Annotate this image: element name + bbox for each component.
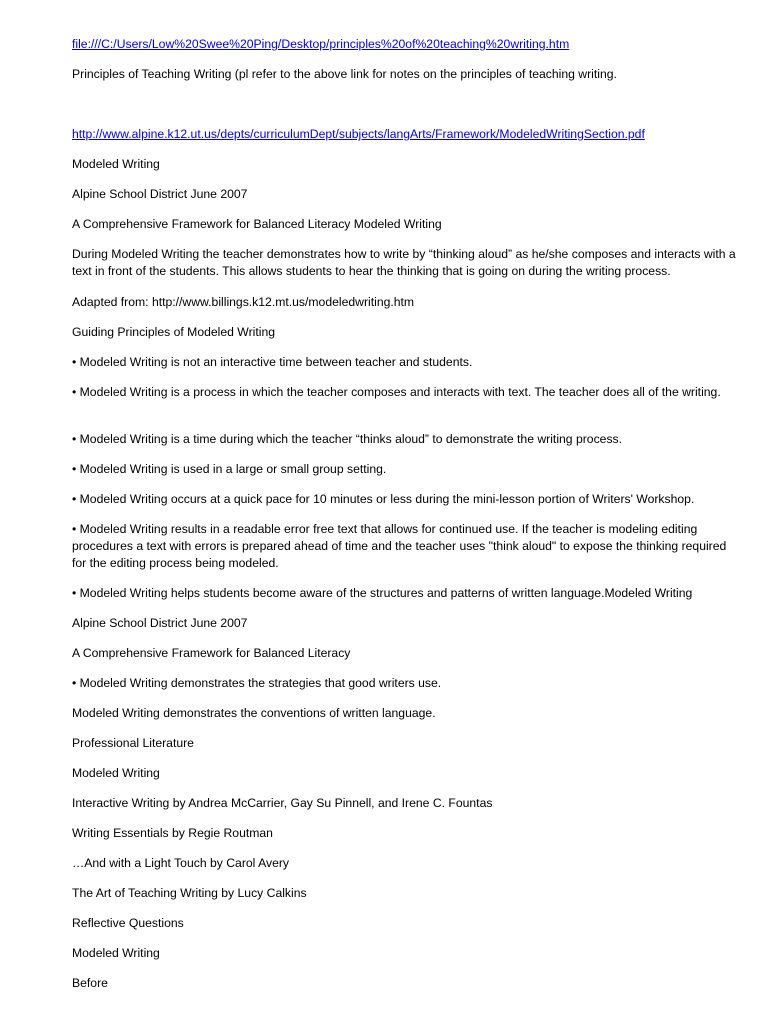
paragraph: During Modeled Writing the teacher demonstrates how to write by “thinking aloud” as he/she composes and interacts with a text in front of the students. This allows students to hear the thinking that is going on during the writing process.	[72, 247, 736, 278]
paragraph: Interactive Writing by Andrea McCarrier, Gay Su Pinnell, and Irene C. Fountas	[72, 796, 493, 810]
paragraph: Writing Essentials by Regie Routman	[72, 826, 273, 840]
paragraph: A Comprehensive Framework for Balanced Literacy Modeled Writing	[72, 217, 442, 231]
paragraph: Modeled Writing	[72, 766, 160, 780]
bullet-item: • Modeled Writing is a process in which the teacher composes and interacts with text. The teacher does all of the writing.	[72, 385, 721, 399]
principles-link[interactable]: file:///C:/Users/Low%20Swee%20Ping/Desktop/principles%20of%20teaching%20writing.htm	[72, 37, 570, 51]
bullet-item: • Modeled Writing is used in a large or small group setting.	[72, 462, 387, 476]
alpine-link[interactable]: http://www.alpine.k12.ut.us/depts/curriculumDept/subjects/langArts/Framework/ModeledWritingSection.pdf	[72, 127, 645, 141]
bullet-item: • Modeled Writing helps students become aware of the structures and patterns of written language.Modeled Writing	[72, 586, 693, 600]
paragraph: Before	[72, 976, 108, 990]
paragraph: The Art of Teaching Writing by Lucy Calkins	[72, 886, 307, 900]
paragraph: Alpine School District June 2007	[72, 616, 248, 630]
paragraph: Modeled Writing	[72, 946, 160, 960]
bullet-item: • Modeled Writing occurs at a quick pace for 10 minutes or less during the mini-lesson portion of Writers' Workshop.	[72, 492, 695, 506]
paragraph: Modeled Writing demonstrates the conventions of written language.	[72, 706, 436, 720]
paragraph: Principles of Teaching Writing (pl refer to the above link for notes on the principles of teaching writing.	[72, 67, 617, 81]
bullet-item: • Modeled Writing results in a readable error free text that allows for continued use. If the teacher is modeling editing procedures a text with errors is prepared ahead of time and the teacher uses "think aloud" to expose the thinking required for the editing process being modeled.	[72, 522, 727, 570]
paragraph: Alpine School District June 2007	[72, 187, 248, 201]
paragraph: Reflective Questions	[72, 916, 184, 930]
bullet-item: • Modeled Writing is a time during which the teacher “thinks aloud” to demonstrate the writing process.	[72, 432, 623, 446]
paragraph: …And with a Light Touch by Carol Avery	[72, 856, 290, 870]
paragraph: Guiding Principles of Modeled Writing	[72, 325, 275, 339]
paragraph: A Comprehensive Framework for Balanced Literacy	[72, 646, 351, 660]
bullet-item: • Modeled Writing is not an interactive time between teacher and students.	[72, 355, 473, 369]
paragraph: Professional Literature	[72, 736, 194, 750]
paragraph: Modeled Writing	[72, 157, 160, 171]
paragraph: Adapted from: http://www.billings.k12.mt.us/modeledwriting.htm	[72, 295, 415, 309]
bullet-item: • Modeled Writing demonstrates the strategies that good writers use.	[72, 676, 442, 690]
